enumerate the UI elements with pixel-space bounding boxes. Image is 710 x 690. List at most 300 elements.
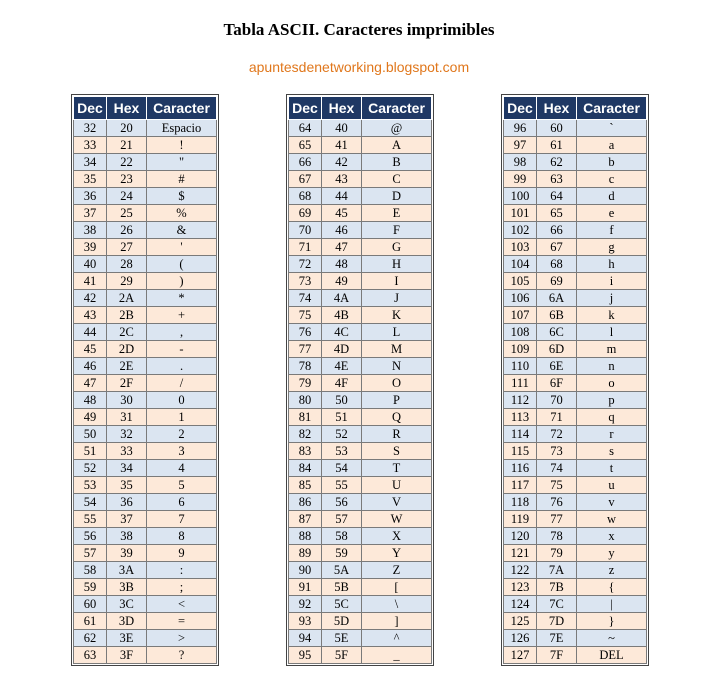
- cell-dec: 104: [504, 256, 537, 273]
- cell-dec: 100: [504, 188, 537, 205]
- source-link[interactable]: apuntesdenetworking.blogspot.com: [248, 59, 470, 75]
- cell-caracter: C: [362, 171, 432, 188]
- cell-caracter: P: [362, 392, 432, 409]
- cell-dec: 50: [74, 426, 107, 443]
- cell-dec: 62: [74, 630, 107, 647]
- cell-hex: 59: [322, 545, 362, 562]
- table-row: [74, 392, 217, 409]
- cell-caracter: a: [577, 137, 647, 154]
- table-row: [504, 273, 647, 290]
- table-row: [504, 460, 647, 477]
- table-row: [504, 341, 647, 358]
- cell-caracter: ': [147, 239, 217, 256]
- table-row: [504, 137, 647, 154]
- cell-hex: 49: [322, 273, 362, 290]
- cell-caracter: B: [362, 154, 432, 171]
- cell-caracter: ]: [362, 613, 432, 630]
- header-dec: Dec: [504, 97, 537, 120]
- cell-dec: 70: [289, 222, 322, 239]
- cell-hex: 34: [107, 460, 147, 477]
- cell-dec: 108: [504, 324, 537, 341]
- table-row: [289, 579, 432, 596]
- table-row: [74, 494, 217, 511]
- cell-hex: 3B: [107, 579, 147, 596]
- table-row: [74, 324, 217, 341]
- cell-dec: 37: [74, 205, 107, 222]
- cell-caracter: }: [577, 613, 647, 630]
- cell-dec: 101: [504, 205, 537, 222]
- table-row: [74, 375, 217, 392]
- cell-dec: 94: [289, 630, 322, 647]
- table-row: [74, 647, 217, 664]
- cell-hex: 6E: [537, 358, 577, 375]
- cell-caracter: W: [362, 511, 432, 528]
- cell-caracter: o: [577, 375, 647, 392]
- cell-caracter: 2: [147, 426, 217, 443]
- table-row: [289, 120, 432, 137]
- cell-hex: 3E: [107, 630, 147, 647]
- cell-caracter: -: [147, 341, 217, 358]
- table-row: [74, 477, 217, 494]
- cell-caracter: ^: [362, 630, 432, 647]
- cell-dec: 63: [74, 647, 107, 664]
- cell-hex: 67: [537, 239, 577, 256]
- cell-hex: 5F: [322, 647, 362, 664]
- table-row: [74, 579, 217, 596]
- cell-caracter: ": [147, 154, 217, 171]
- table-row: [74, 426, 217, 443]
- cell-caracter: k: [577, 307, 647, 324]
- cell-dec: 120: [504, 528, 537, 545]
- cell-dec: 33: [74, 137, 107, 154]
- cell-dec: 44: [74, 324, 107, 341]
- cell-dec: 122: [504, 562, 537, 579]
- cell-dec: 75: [289, 307, 322, 324]
- table-row: [74, 239, 217, 256]
- cell-caracter: U: [362, 477, 432, 494]
- cell-hex: 48: [322, 256, 362, 273]
- cell-dec: 69: [289, 205, 322, 222]
- table-body: [504, 120, 647, 664]
- cell-hex: 54: [322, 460, 362, 477]
- cell-dec: 42: [74, 290, 107, 307]
- cell-hex: 77: [537, 511, 577, 528]
- cell-hex: 3D: [107, 613, 147, 630]
- table-row: [289, 307, 432, 324]
- table-row: [504, 324, 647, 341]
- table-row: [289, 528, 432, 545]
- cell-dec: 103: [504, 239, 537, 256]
- cell-dec: 86: [289, 494, 322, 511]
- cell-dec: 51: [74, 443, 107, 460]
- cell-hex: 42: [322, 154, 362, 171]
- table-row: [504, 171, 647, 188]
- table-row: [504, 154, 647, 171]
- table-row: [74, 154, 217, 171]
- header-caracter: Caracter: [362, 97, 432, 120]
- cell-dec: 105: [504, 273, 537, 290]
- cell-caracter: q: [577, 409, 647, 426]
- table-row: [74, 290, 217, 307]
- cell-caracter: {: [577, 579, 647, 596]
- cell-caracter: e: [577, 205, 647, 222]
- table-row: [74, 460, 217, 477]
- cell-dec: 127: [504, 647, 537, 664]
- header-caracter: Caracter: [147, 97, 217, 120]
- cell-hex: 30: [107, 392, 147, 409]
- cell-hex: 5B: [322, 579, 362, 596]
- cell-caracter: i: [577, 273, 647, 290]
- cell-dec: 97: [504, 137, 537, 154]
- cell-hex: 6F: [537, 375, 577, 392]
- table-row: [74, 120, 217, 137]
- cell-dec: 89: [289, 545, 322, 562]
- cell-dec: 119: [504, 511, 537, 528]
- cell-hex: 5D: [322, 613, 362, 630]
- table-row: [289, 477, 432, 494]
- cell-hex: 51: [322, 409, 362, 426]
- header-hex: Hex: [537, 97, 577, 120]
- table-row: [289, 188, 432, 205]
- cell-hex: 78: [537, 528, 577, 545]
- cell-dec: 99: [504, 171, 537, 188]
- cell-hex: 4A: [322, 290, 362, 307]
- cell-dec: 79: [289, 375, 322, 392]
- cell-dec: 84: [289, 460, 322, 477]
- cell-hex: 38: [107, 528, 147, 545]
- cell-caracter: H: [362, 256, 432, 273]
- cell-hex: 29: [107, 273, 147, 290]
- table-row: [289, 154, 432, 171]
- cell-hex: 39: [107, 545, 147, 562]
- cell-caracter: N: [362, 358, 432, 375]
- cell-hex: 75: [537, 477, 577, 494]
- cell-dec: 93: [289, 613, 322, 630]
- cell-caracter: 7: [147, 511, 217, 528]
- cell-caracter: u: [577, 477, 647, 494]
- table-row: [504, 290, 647, 307]
- cell-hex: 32: [107, 426, 147, 443]
- cell-caracter: n: [577, 358, 647, 375]
- ascii-table-3: [501, 94, 649, 666]
- table-row: [74, 307, 217, 324]
- cell-hex: 27: [107, 239, 147, 256]
- cell-hex: 47: [322, 239, 362, 256]
- cell-hex: 4B: [322, 307, 362, 324]
- cell-caracter: >: [147, 630, 217, 647]
- cell-dec: 60: [74, 596, 107, 613]
- cell-dec: 123: [504, 579, 537, 596]
- table-row: [504, 205, 647, 222]
- cell-hex: 5C: [322, 596, 362, 613]
- cell-dec: 65: [289, 137, 322, 154]
- cell-hex: 72: [537, 426, 577, 443]
- cell-dec: 68: [289, 188, 322, 205]
- cell-caracter: 9: [147, 545, 217, 562]
- table-row: [504, 630, 647, 647]
- cell-hex: 28: [107, 256, 147, 273]
- cell-caracter: G: [362, 239, 432, 256]
- cell-hex: 33: [107, 443, 147, 460]
- cell-hex: 36: [107, 494, 147, 511]
- cell-hex: 5A: [322, 562, 362, 579]
- cell-dec: 115: [504, 443, 537, 460]
- cell-dec: 67: [289, 171, 322, 188]
- cell-dec: 106: [504, 290, 537, 307]
- cell-caracter: ~: [577, 630, 647, 647]
- cell-dec: 34: [74, 154, 107, 171]
- cell-hex: 62: [537, 154, 577, 171]
- table-row: [289, 613, 432, 630]
- cell-caracter: Espacio: [147, 120, 217, 137]
- cell-hex: 6B: [537, 307, 577, 324]
- cell-dec: 57: [74, 545, 107, 562]
- cell-dec: 48: [74, 392, 107, 409]
- table-row: [74, 188, 217, 205]
- table-row: [289, 392, 432, 409]
- cell-hex: 74: [537, 460, 577, 477]
- cell-dec: 88: [289, 528, 322, 545]
- cell-caracter: 4: [147, 460, 217, 477]
- cell-dec: 41: [74, 273, 107, 290]
- cell-caracter: \: [362, 596, 432, 613]
- cell-hex: 2C: [107, 324, 147, 341]
- table-row: [289, 375, 432, 392]
- table-row: [289, 647, 432, 664]
- cell-caracter: y: [577, 545, 647, 562]
- cell-caracter: |: [577, 596, 647, 613]
- header-dec: Dec: [289, 97, 322, 120]
- cell-caracter: @: [362, 120, 432, 137]
- cell-caracter: *: [147, 290, 217, 307]
- cell-dec: 109: [504, 341, 537, 358]
- table-row: [74, 205, 217, 222]
- table-row: [74, 341, 217, 358]
- cell-dec: 40: [74, 256, 107, 273]
- table-row: [504, 358, 647, 375]
- cell-hex: 7B: [537, 579, 577, 596]
- cell-dec: 107: [504, 307, 537, 324]
- cell-hex: 50: [322, 392, 362, 409]
- table-row: [74, 528, 217, 545]
- cell-caracter: E: [362, 205, 432, 222]
- cell-hex: 4F: [322, 375, 362, 392]
- cell-caracter: (: [147, 256, 217, 273]
- cell-hex: 7C: [537, 596, 577, 613]
- cell-dec: 91: [289, 579, 322, 596]
- cell-caracter: V: [362, 494, 432, 511]
- cell-dec: 61: [74, 613, 107, 630]
- cell-hex: 3A: [107, 562, 147, 579]
- cell-hex: 73: [537, 443, 577, 460]
- table-row: [289, 596, 432, 613]
- cell-caracter: :: [147, 562, 217, 579]
- table-row: [74, 409, 217, 426]
- table-row: [74, 358, 217, 375]
- cell-hex: 68: [537, 256, 577, 273]
- cell-caracter: 6: [147, 494, 217, 511]
- cell-dec: 126: [504, 630, 537, 647]
- table-row: [74, 596, 217, 613]
- cell-caracter: g: [577, 239, 647, 256]
- table-row: [504, 494, 647, 511]
- ascii-table-2: [286, 94, 434, 666]
- table-row: [74, 443, 217, 460]
- cell-hex: 79: [537, 545, 577, 562]
- cell-caracter: w: [577, 511, 647, 528]
- cell-caracter: +: [147, 307, 217, 324]
- cell-caracter: l: [577, 324, 647, 341]
- cell-dec: 36: [74, 188, 107, 205]
- cell-hex: 70: [537, 392, 577, 409]
- table-row: [74, 545, 217, 562]
- cell-dec: 72: [289, 256, 322, 273]
- cell-dec: 90: [289, 562, 322, 579]
- cell-dec: 64: [289, 120, 322, 137]
- table-row: [504, 579, 647, 596]
- table-row: [504, 613, 647, 630]
- cell-dec: 82: [289, 426, 322, 443]
- cell-hex: 4D: [322, 341, 362, 358]
- cell-caracter: <: [147, 596, 217, 613]
- cell-hex: 26: [107, 222, 147, 239]
- cell-caracter: b: [577, 154, 647, 171]
- cell-hex: 41: [322, 137, 362, 154]
- table-row: [504, 443, 647, 460]
- table-row: [74, 222, 217, 239]
- cell-caracter: &: [147, 222, 217, 239]
- table-row: [74, 273, 217, 290]
- cell-hex: 43: [322, 171, 362, 188]
- cell-caracter: 1: [147, 409, 217, 426]
- cell-caracter: %: [147, 205, 217, 222]
- table-row: [289, 630, 432, 647]
- cell-dec: 53: [74, 477, 107, 494]
- cell-dec: 77: [289, 341, 322, 358]
- cell-dec: 76: [289, 324, 322, 341]
- table-row: [289, 273, 432, 290]
- cell-hex: 35: [107, 477, 147, 494]
- cell-caracter: z: [577, 562, 647, 579]
- table-row: [504, 426, 647, 443]
- cell-dec: 39: [74, 239, 107, 256]
- header-caracter: Caracter: [577, 97, 647, 120]
- cell-hex: 2D: [107, 341, 147, 358]
- cell-caracter: T: [362, 460, 432, 477]
- cell-dec: 98: [504, 154, 537, 171]
- cell-caracter: I: [362, 273, 432, 290]
- cell-caracter: F: [362, 222, 432, 239]
- table-row: [504, 647, 647, 664]
- cell-dec: 116: [504, 460, 537, 477]
- cell-hex: 6A: [537, 290, 577, 307]
- cell-caracter: D: [362, 188, 432, 205]
- cell-hex: 61: [537, 137, 577, 154]
- cell-hex: 7E: [537, 630, 577, 647]
- table-row: [289, 290, 432, 307]
- cell-caracter: 3: [147, 443, 217, 460]
- cell-caracter: h: [577, 256, 647, 273]
- cell-caracter: O: [362, 375, 432, 392]
- cell-dec: 92: [289, 596, 322, 613]
- table-row: [504, 409, 647, 426]
- cell-hex: 25: [107, 205, 147, 222]
- cell-dec: 95: [289, 647, 322, 664]
- cell-dec: 80: [289, 392, 322, 409]
- cell-dec: 118: [504, 494, 537, 511]
- table-row: [289, 511, 432, 528]
- table-row: [74, 137, 217, 154]
- cell-hex: 21: [107, 137, 147, 154]
- cell-caracter: ): [147, 273, 217, 290]
- cell-dec: 71: [289, 239, 322, 256]
- cell-hex: 57: [322, 511, 362, 528]
- cell-dec: 46: [74, 358, 107, 375]
- cell-caracter: #: [147, 171, 217, 188]
- cell-dec: 125: [504, 613, 537, 630]
- cell-caracter: Z: [362, 562, 432, 579]
- cell-hex: 4C: [322, 324, 362, 341]
- cell-caracter: j: [577, 290, 647, 307]
- table-row: [504, 239, 647, 256]
- table-row: [74, 171, 217, 188]
- cell-hex: 2E: [107, 358, 147, 375]
- cell-caracter: s: [577, 443, 647, 460]
- cell-caracter: J: [362, 290, 432, 307]
- table-body: [289, 120, 432, 664]
- table-row: [504, 545, 647, 562]
- table-row: [504, 528, 647, 545]
- cell-hex: 63: [537, 171, 577, 188]
- cell-hex: 64: [537, 188, 577, 205]
- cell-dec: 78: [289, 358, 322, 375]
- table-row: [289, 239, 432, 256]
- table-row: [289, 137, 432, 154]
- cell-dec: 102: [504, 222, 537, 239]
- table-row: [504, 511, 647, 528]
- table-row: [504, 222, 647, 239]
- cell-hex: 56: [322, 494, 362, 511]
- cell-caracter: Y: [362, 545, 432, 562]
- cell-caracter: DEL: [577, 647, 647, 664]
- cell-hex: 2A: [107, 290, 147, 307]
- cell-caracter: 5: [147, 477, 217, 494]
- table-row: [289, 222, 432, 239]
- table-row: [289, 341, 432, 358]
- table-row: [289, 409, 432, 426]
- cell-caracter: r: [577, 426, 647, 443]
- cell-caracter: M: [362, 341, 432, 358]
- cell-dec: 74: [289, 290, 322, 307]
- table-row: [289, 171, 432, 188]
- table-row: [504, 562, 647, 579]
- cell-caracter: R: [362, 426, 432, 443]
- cell-dec: 52: [74, 460, 107, 477]
- cell-hex: 45: [322, 205, 362, 222]
- cell-hex: 66: [537, 222, 577, 239]
- cell-caracter: Q: [362, 409, 432, 426]
- cell-caracter: _: [362, 647, 432, 664]
- cell-caracter: d: [577, 188, 647, 205]
- table-row: [74, 256, 217, 273]
- cell-caracter: 8: [147, 528, 217, 545]
- cell-hex: 52: [322, 426, 362, 443]
- cell-dec: 81: [289, 409, 322, 426]
- cell-hex: 31: [107, 409, 147, 426]
- cell-caracter: S: [362, 443, 432, 460]
- cell-hex: 2B: [107, 307, 147, 324]
- cell-hex: 60: [537, 120, 577, 137]
